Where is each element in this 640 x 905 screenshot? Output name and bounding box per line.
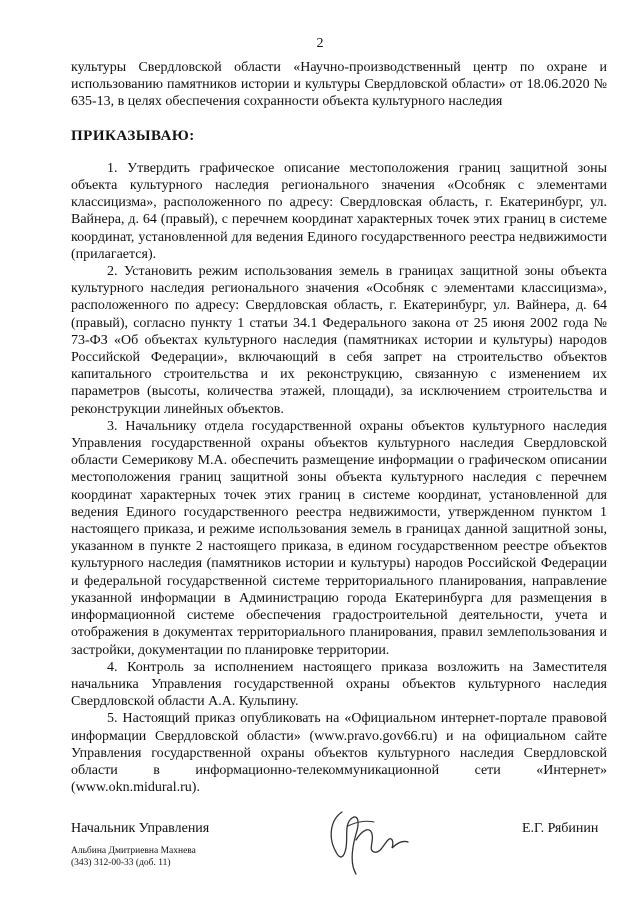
signer-title: Начальник Управления [71,821,210,836]
order-item-4: 4. Контроль за исполнением настоящего приказа возложить на Заместителя начальника Управления государственной охраны объектов культурного наследия Свердловской области А.А. Кульпину. [71,659,607,710]
intro-paragraph: культуры Свердловской области «Научно-производственный центр по охране и использованию памятников истории и культуры Свердловской области» от 18.06.2020 № 635-13, в целях обеспечения сохранности объекта культурного наследия [71,60,607,110]
contact-name: Альбина Дмитриевна Махнева [71,846,196,856]
signer-name: Е.Г. Рябинин [522,821,599,836]
page-number: 2 [316,36,324,51]
order-heading: ПРИКАЗЫВАЮ: [71,127,195,144]
contact-block [71,845,196,869]
contact-phone: (343) 312-00-33 (доб. 11) [71,858,171,868]
order-item-1: 1. Утвердить графическое описание местоположения границ защитной зоны объекта культурного наследия регионального значения «Особняк с элементами классицизма», расположенного по адресу: Свердловская область, г. Екатеринбург, ул. Вайнера, д. 64 (правый), с перечнем координат характерных точек этих границ в системе координат, установленной для ведения Единого государственного реестра недвижимости (прилагается). [71,160,607,262]
handwritten-signature [322,800,412,880]
order-item-3: 3. Начальнику отдела государственной охраны объектов культурного наследия Управления государственной охраны объектов культурного наследия Свердловской области Семерикову М.А. обеспечить размещение информации о графическом описании местоположения границ защитной зоны объекта культурного наследия с перечнем координат характерных точек этих границ в системе координат, установленной для ведения Единого государственного реестра недвижимости, утвержденном пунктом 1 настоящего приказа, и режиме использования земель в границах данной защитной зоны, указанном в пункте 2 настоящего приказа, в едином государственном реестре объектов культурного наследия (памятников истории и культуры) народов Российской Федерации и федеральной государственной системе территориального планирования, направление указанной информации в Администрацию города Екатеринбурга для размещения в информационной системе обеспечения градостроительной деятельности, учета и отображения в документах территориального планирования, правил землепользования и застройки, документации по планировке территории. [71,418,607,658]
document-body [71,59,607,796]
order-item-2: 2. Установить режим использования земель в границах защитной зоны объекта культурного наследия регионального значения «Особняк с элементами классицизма», расположенного по адресу: Свердловская область, г. Екатеринбург, ул. Вайнера, д. 64 (правый), согласно пункту 1 статьи 34.1 Федерального закона от 25 июня 2002 года № 73-ФЗ «Об объектах культурного наследия (памятниках истории и культуры) народов Российской Федерации», включающий в себя запрет на строительство объектов капитального строительства и их реконструкцию, связанную с изменением их параметров (высоты, количества этажей, площади), за исключением строительства и реконструкции линейных объектов. [71,264,607,417]
order-item-5: 5. Настоящий приказ опубликовать на «Официальном интернет-портале правовой информации Свердловской области» (www.pravo.gov66.ru) и на официальном сайте Управления государственной охраны объектов культурного наследия Свердловской области в информационно-телекоммуникационной сети «Интернет» (www.okn.midural.ru). [71,711,607,796]
